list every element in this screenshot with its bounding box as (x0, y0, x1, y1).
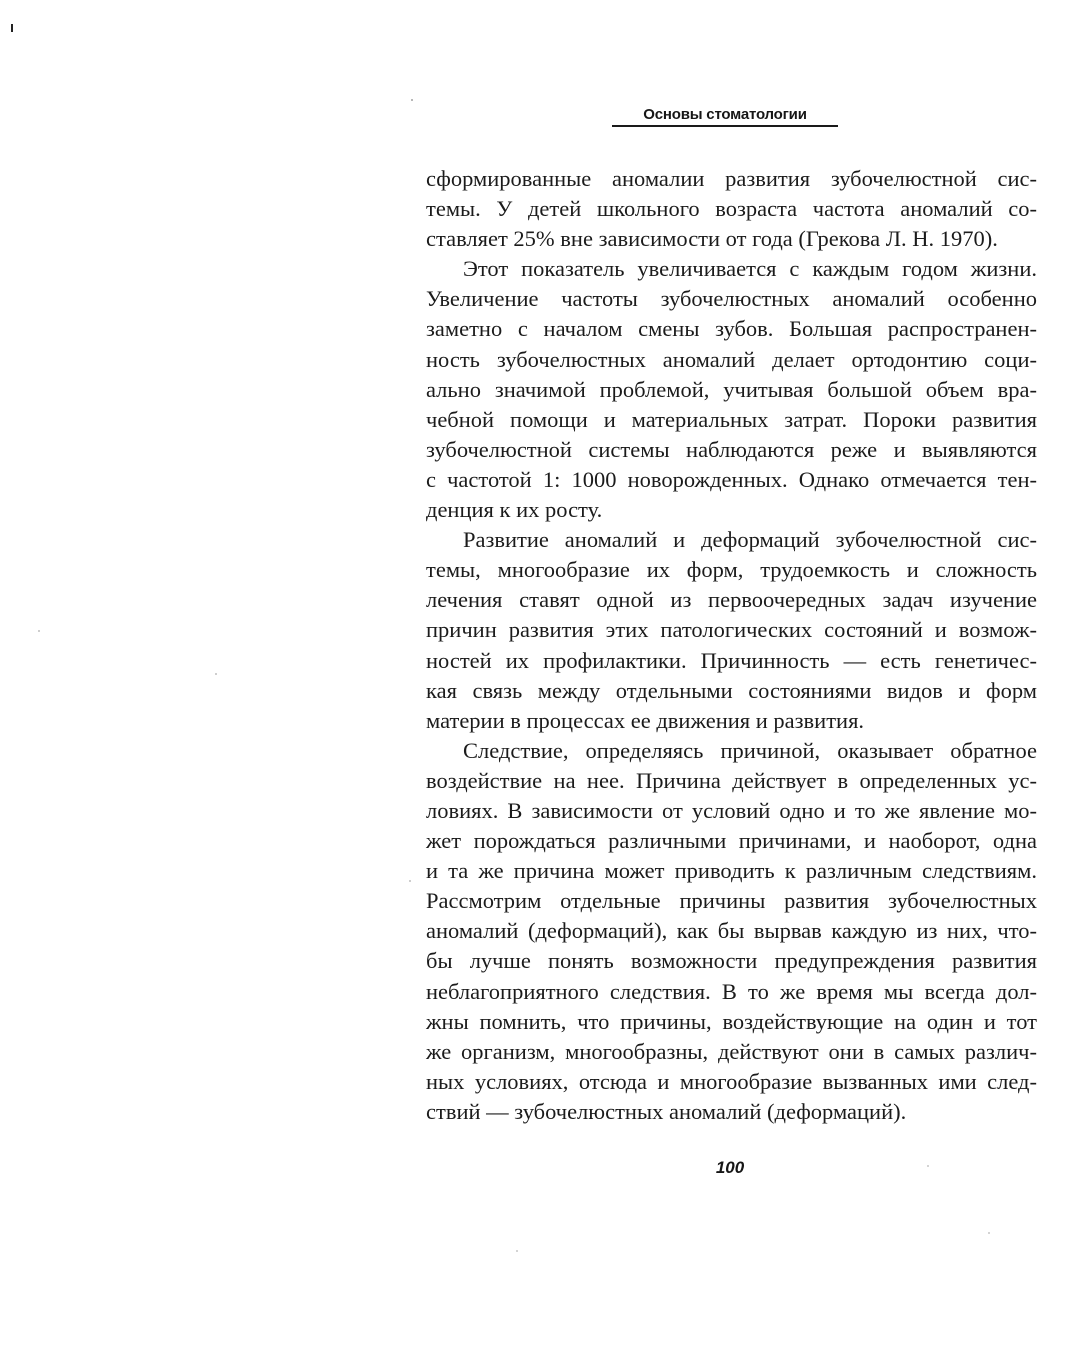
scan-speck (988, 1232, 990, 1234)
text-line: причин развития этих патологических состояний и возмож- (426, 617, 1037, 643)
text-line: темы. У детей школьного возраста частота аномалий со- (426, 196, 1037, 222)
text-line: Этот показатель увеличивается с каждым годом жизни. (463, 256, 1037, 282)
text-line: ностей их профилактики. Причинность — есть генетичес- (426, 647, 1037, 673)
paragraph-1 (426, 164, 1037, 254)
text-line: ность зубочелюстных аномалий делает ортодонтию соци- (426, 346, 1037, 372)
text-line: аномалий (деформаций), как бы вырвав каждую из них, что- (426, 918, 1037, 944)
page-number: 100 (715, 1158, 745, 1177)
text-line: же организм, многообразны, действуют они в самых различ- (426, 1038, 1037, 1064)
text-line: ловиях. В зависимости от условий одно и то же явление мо- (426, 797, 1037, 823)
text-line: воздействие на нее. Причина действует в определенных ус- (426, 767, 1037, 793)
scan-speck (411, 99, 413, 101)
text-line: неблагоприятного следствия. В то же время мы всегда дол- (426, 978, 1037, 1004)
paragraph-4 (426, 736, 1037, 1127)
text-line: ставляет 25% вне зависимости от года (Грекова Л. Н. 1970). (426, 226, 998, 252)
text-line: сформированные аномалии развития зубочелюстной сис- (426, 166, 1037, 191)
text-line: чебной помощи и материальных затрат. Пороки развития (426, 406, 1037, 432)
running-head: Основы стоматологии (643, 106, 807, 123)
text-line: с частотой 1: 1000 новорожденных. Однако отмечается тен- (426, 466, 1037, 492)
text-line: лечения ставят одной из первоочередных задач изучение (426, 587, 1037, 613)
text-line: Следствие, определяясь причиной, оказывает обратное (463, 737, 1037, 763)
scan-speck (409, 880, 411, 882)
text-line: темы, многообразие их форм, трудоемкость и сложность (426, 557, 1037, 583)
text-line: Увеличение частоты зубочелюстных аномалий особенно (426, 286, 1037, 312)
text-line: материи в процессах ее движения и развития. (426, 707, 865, 733)
text-line: ных условиях, отсюда и многообразие вызванных ими след- (426, 1068, 1037, 1094)
scan-speck (927, 1165, 929, 1167)
scan-speck (516, 1250, 518, 1252)
text-line: и та же причина может приводить к различным следствиям. (426, 858, 1037, 884)
text-line: ствий — зубочелюстных аномалий (деформаций). (426, 1098, 907, 1124)
scan-speck (215, 673, 217, 675)
text-line: зубочелюстной системы наблюдаются реже и выявляются (426, 436, 1037, 462)
text-line: ально значимой проблемой, учитывая большой объем вра- (426, 376, 1037, 402)
text-line: кая связь между отдельными состояниями видов и форм (426, 677, 1037, 703)
text-column (426, 164, 1037, 1127)
paragraph-2 (426, 254, 1037, 525)
text-line: заметно с началом смены зубов. Большая распространен- (426, 316, 1037, 342)
scan-speck (38, 630, 40, 632)
text-line: бы лучше понять возможности предупреждения развития (426, 948, 1037, 974)
paragraph-3 (426, 525, 1037, 736)
running-head-rule (612, 125, 838, 127)
text-line: жет порождаться различными причинами, и наоборот, одна (426, 828, 1037, 854)
text-line: денция к их росту. (426, 497, 603, 523)
scan-edge-mark (11, 24, 13, 32)
text-line: жны помнить, что причины, воздействующие на один и тот (426, 1008, 1037, 1034)
text-line: Развитие аномалий и деформаций зубочелюстной сис- (463, 527, 1037, 553)
text-line: Рассмотрим отдельные причины развития зубочелюстных (426, 888, 1037, 914)
